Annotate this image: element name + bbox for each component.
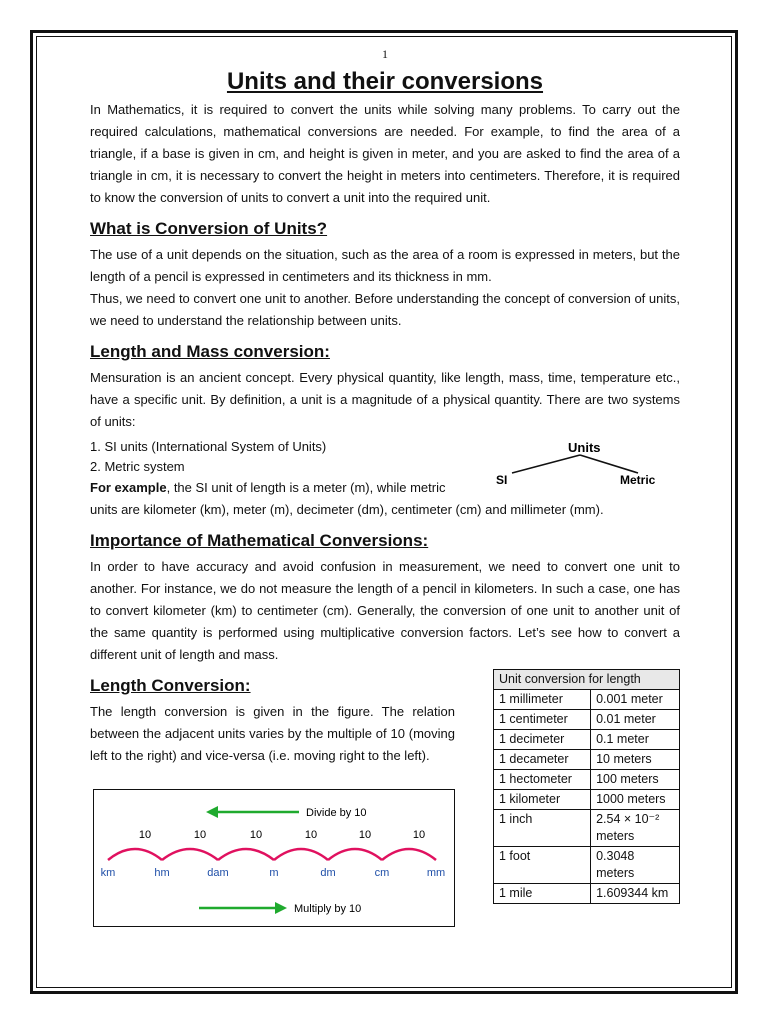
factor-label: 10 — [358, 829, 372, 841]
table-row — [494, 847, 680, 884]
unit-label-dam: dam — [207, 867, 229, 879]
section2-paragraph-1: Mensuration is an ancient concept. Every physical quantity, like length, mass, time, temperature etc., have a specific unit. By definition, a unit is a magnitude of a physical quantity. There are two systems of units: — [90, 370, 680, 429]
unit-conversion-table — [493, 669, 680, 904]
table-cell: 1.609344 km — [591, 884, 680, 904]
factor-label: 10 — [193, 829, 207, 841]
table-cell: 0.1 meter — [591, 730, 680, 750]
table-cell: 1 decimeter — [494, 730, 591, 750]
divide-label: Divide by 10 — [306, 807, 367, 819]
page-title: Units and their conversions — [226, 68, 544, 95]
section3-paragraph-1: In order to have accuracy and avoid confusion in measurement, we need to convert one unit to another. For instance, we do not measure the length of a pencil in kilometers. In such a case, one has to convert kilometer (km) to centimeter (cm). Generally, the conversion of one unit to another unit of the same quantity is performed using multiplicative conversion factors. Let’s see how to convert a different unit of length and mass. — [90, 559, 680, 662]
section-heading-length-conversion: Length Conversion: — [90, 676, 251, 695]
unit-arc — [108, 849, 162, 860]
table-cell: 0.001 meter — [591, 690, 680, 710]
diagram-si-label: SI — [496, 473, 508, 487]
document-page — [90, 44, 680, 915]
example-line-2: units are kilometer (km), meter (m), decimeter (dm), centimeter (cm) and millimeter (mm). — [90, 502, 604, 517]
page-number: 1 — [382, 47, 388, 61]
unit-arc — [218, 849, 274, 860]
table-cell: 100 meters — [591, 770, 680, 790]
divide-arrow-head — [206, 806, 218, 818]
table-cell: 1 millimeter — [494, 690, 591, 710]
table-cell: 0.3048 meters — [591, 847, 680, 884]
list-item: 2. Metric system — [90, 459, 185, 474]
table-row — [494, 750, 680, 770]
table-cell: 1 decameter — [494, 750, 591, 770]
length-conversion-figure — [93, 789, 455, 927]
unit-label-cm: cm — [374, 867, 390, 879]
multiply-arrow-head — [275, 902, 287, 914]
unit-arc — [328, 849, 382, 860]
unit-label-mm: mm — [426, 867, 446, 879]
multiply-label: Multiply by 10 — [294, 903, 362, 915]
diagram-line-left — [512, 455, 580, 473]
diagram-units-label: Units — [568, 440, 601, 455]
unit-label-hm: hm — [154, 867, 170, 879]
unit-label-km: km — [100, 867, 116, 879]
section4-paragraph-1: The length conversion is given in the figure. The relation between the adjacent units varies by the multiple of 10 (moving left to the right) and vice-versa (i.e. moving right to the left). — [90, 704, 455, 763]
section-heading-importance: Importance of Mathematical Conversions: — [90, 531, 429, 550]
section1-paragraph-1: The use of a unit depends on the situation, such as the area of a room is expressed in meters, but the length of a pencil is expressed in centimeters and its thickness in mm. — [90, 247, 680, 284]
units-diagram — [490, 438, 670, 498]
table-row — [494, 710, 680, 730]
example-text-1: , the SI unit of length is a meter (m), while metric — [166, 480, 446, 495]
unit-arc — [382, 849, 436, 860]
table-cell: 1000 meters — [591, 790, 680, 810]
section-heading-length-mass: Length and Mass conversion: — [90, 342, 330, 361]
table-cell: 1 foot — [494, 847, 591, 884]
diagram-line-right — [580, 455, 638, 473]
table-row — [494, 690, 680, 710]
section-heading-conversion-of-units: What is Conversion of Units? — [90, 219, 328, 238]
table-header-row — [494, 670, 680, 690]
factor-label: 10 — [249, 829, 263, 841]
table-row — [494, 730, 680, 750]
factor-label: 10 — [138, 829, 152, 841]
unit-arc — [274, 849, 328, 860]
unit-label-m: m — [269, 867, 279, 879]
unit-labels — [101, 867, 446, 879]
table-cell: 1 inch — [494, 810, 591, 847]
table-cell: 0.01 meter — [591, 710, 680, 730]
table-cell: 1 kilometer — [494, 790, 591, 810]
factor-labels — [139, 829, 425, 841]
section1-paragraph-2: Thus, we need to convert one unit to another. Before understanding the concept of conversion of units, we need to understand the relationship between units. — [90, 291, 680, 328]
example-label: For example — [90, 480, 167, 495]
table-row — [494, 810, 680, 847]
table-row — [494, 770, 680, 790]
unit-label-dm: dm — [320, 867, 336, 879]
factor-label: 10 — [412, 829, 426, 841]
intro-paragraph: In Mathematics, it is required to convert the units while solving many problems. To carry out the required calculations, mathematical conversions are needed. For example, to find the area of a triangle, if a base is given in cm, and height is given in meter, and you are asked to find the area of a triangle in cm, it is necessary to convert the height in meters into centimeters. Therefore, it is required to know the conversion of units to convert a unit into the required unit. — [90, 102, 680, 205]
table-header: Unit conversion for length — [494, 670, 680, 690]
table-cell: 10 meters — [591, 750, 680, 770]
table-row — [494, 884, 680, 904]
unit-arcs — [108, 849, 436, 860]
factor-label: 10 — [304, 829, 318, 841]
unit-arc — [162, 849, 218, 860]
table-cell: 1 hectometer — [494, 770, 591, 790]
table-cell: 1 mile — [494, 884, 591, 904]
table-row — [494, 790, 680, 810]
list-item: 1. SI units (International System of Units) — [90, 439, 327, 454]
diagram-metric-label: Metric — [620, 473, 656, 487]
table-cell: 1 centimeter — [494, 710, 591, 730]
table-cell: 2.54 × 10⁻² meters — [591, 810, 680, 847]
length-conversion-svg — [94, 790, 454, 926]
